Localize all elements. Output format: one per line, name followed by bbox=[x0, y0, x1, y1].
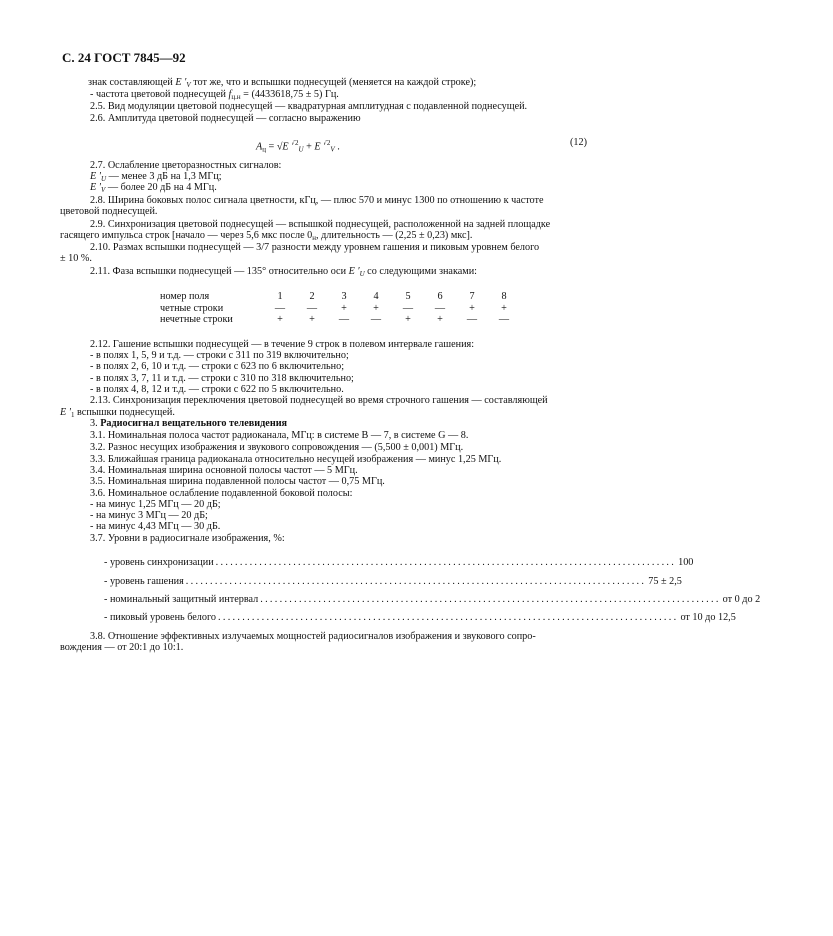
cell: — bbox=[434, 302, 446, 314]
clause-2-13: 2.13. Синхронизация переключения цветовой поднесущей во время строчного гашения — составляющей bbox=[90, 395, 548, 406]
cell: 7 bbox=[469, 291, 475, 303]
clause-3-8: 3.8. Отношение эффективных излучаемых мощностей радиосигналов изображения и звукового сопро- bbox=[90, 631, 536, 642]
level-row: - пиковый уровень белого ............................................................................................... от 10 до 12,5 bbox=[104, 612, 736, 623]
table-row bbox=[160, 291, 520, 303]
list-item: - на минус 3 МГц — 20 дБ; bbox=[90, 510, 208, 521]
formula: $A_ц = √E$ $'^{'2}_U + E$ $'^{'2}_V$ . bbox=[256, 139, 340, 154]
clause-2-6: 2.6. Амплитуда цветовой поднесущей — согласно выражению bbox=[90, 113, 361, 124]
clause-2-8: 2.8. Ширина боковых полос сигнала цветности, кГц, — плюс 570 и минус 1300 по отношению к частоте bbox=[90, 195, 544, 206]
list-item: E $'_V$ — более 20 дБ на 4 МГц. bbox=[90, 182, 217, 194]
cell: — bbox=[402, 302, 414, 314]
clause-2-7: 2.7. Ослабление цветоразностных сигналов: bbox=[90, 160, 282, 171]
cell: + bbox=[373, 302, 379, 314]
cell: — bbox=[370, 314, 382, 326]
clause-3-5: 3.5. Номинальная ширина подавленной полосы частот — 0,75 МГц. bbox=[90, 476, 385, 487]
list-item: - в полях 3, 7, 11 и т.д. — строки с 310 по 318 включительно; bbox=[90, 373, 354, 384]
clause-2-10-cont: ± 10 %. bbox=[60, 253, 92, 264]
cell: 5 bbox=[405, 291, 411, 303]
clause-2-13-cont: E $'_1$ вспышки поднесущей. bbox=[60, 407, 175, 419]
cell: 3 bbox=[341, 291, 347, 303]
cell: + bbox=[469, 302, 475, 314]
cell: + bbox=[405, 314, 411, 326]
list-item: - на минус 4,43 МГц — 30 дБ. bbox=[90, 521, 221, 532]
phase-table bbox=[160, 291, 520, 326]
row-label: четные строки bbox=[160, 302, 224, 314]
section-3-heading: 3. Радиосигнал вещательного телевидения bbox=[90, 418, 288, 429]
clause-2-12: 2.12. Гашение вспышки поднесущей — в течение 9 строк в полевом интервале гашения: bbox=[90, 339, 475, 350]
clause-3-6: 3.6. Номинальное ослабление подавленной боковой полосы: bbox=[90, 488, 353, 499]
formula-number: (12) bbox=[570, 137, 587, 148]
clause-3-8-cont: вождения — от 20:1 до 10:1. bbox=[60, 642, 184, 653]
list-item: - в полях 4, 8, 12 и т.д. — строки с 622 по 5 включительно. bbox=[90, 384, 344, 395]
list-item: - в полях 2, 6, 10 и т.д. — строки с 623 по 6 включительно; bbox=[90, 361, 345, 372]
cell: — bbox=[338, 314, 350, 326]
cell: 8 bbox=[501, 291, 507, 303]
cell: + bbox=[501, 302, 507, 314]
clause-2-11: 2.11. Фаза вспышки поднесущей — 135° относительно оси E $'_U$ со следующими знаками: bbox=[90, 266, 478, 278]
cell: 6 bbox=[437, 291, 443, 303]
clause-2-9-cont: гасящего импульса строк [начало — через 5,6 мкс после $0_н$, длительность — (2,25 ± 0,23) мкс]. bbox=[60, 230, 473, 242]
page-header: С. 24 ГОСТ 7845—92 bbox=[62, 50, 186, 65]
cell: 2 bbox=[309, 291, 315, 303]
cell: + bbox=[277, 314, 283, 326]
list-item: E $'_U$ — менее 3 дБ на 1,3 МГц; bbox=[90, 171, 222, 183]
cell: 1 bbox=[277, 291, 283, 303]
clause-3-4: 3.4. Номинальная ширина основной полосы частот — 5 МГц. bbox=[90, 465, 358, 476]
clause-3-1: 3.1. Номинальная полоса частот радиоканала, МГц: в системе В — 7, в системе G — 8. bbox=[90, 430, 469, 441]
clause-3-2: 3.2. Разнос несущих изображения и звукового сопровождения — (5,500 ± 0,001) МГц. bbox=[90, 442, 464, 453]
cell: — bbox=[306, 302, 318, 314]
cell: + bbox=[437, 314, 443, 326]
cell: — bbox=[498, 314, 510, 326]
cell: + bbox=[309, 314, 315, 326]
clause-2-10: 2.10. Размах вспышки поднесущей — 3/7 разности между уровнем гашения и пиковым уровнем белого bbox=[90, 242, 540, 253]
clause-2-8-cont: цветовой поднесущей. bbox=[60, 206, 158, 217]
cell: 4 bbox=[373, 291, 379, 303]
clause-3-3: 3.3. Ближайшая граница радиоканала относительно несущей изображения — минус 1,25 МГц. bbox=[90, 454, 502, 465]
paragraph: знак составляющей E $'_V$ тот же, что и вспышки поднесущей (меняется на каждой строке); bbox=[88, 77, 477, 89]
table-row bbox=[160, 303, 520, 315]
row-label: номер поля bbox=[160, 291, 210, 303]
cell: — bbox=[466, 314, 478, 326]
table-row bbox=[160, 314, 520, 326]
clause-2-5: 2.5. Вид модуляции цветовой поднесущей — квадратурная амплитудная с подавленной поднесущей. bbox=[90, 101, 528, 112]
level-row: - уровень гашения ............................................................................................... 75 ± 2,5 bbox=[104, 576, 682, 587]
cell: — bbox=[274, 302, 286, 314]
cell: + bbox=[341, 302, 347, 314]
list-item: - на минус 1,25 МГц — 20 дБ; bbox=[90, 499, 221, 510]
level-row: - уровень синхронизации ............................................................................................... 100 bbox=[104, 557, 694, 568]
level-row: - номинальный защитный интервал ............................................................................................... от 0 до 2 bbox=[104, 594, 761, 605]
clause-2-9: 2.9. Синхронизация цветовой поднесущей — вспышкой поднесущей, расположенной на задней площадке bbox=[90, 219, 551, 230]
list-item: - частота цветовой поднесущей $f_{ц.н} = (4433618,75 \pm 5)$ Гц. bbox=[90, 89, 339, 101]
row-label: нечетные строки bbox=[160, 314, 233, 326]
clause-3-7: 3.7. Уровни в радиосигнале изображения, %: bbox=[90, 533, 285, 544]
list-item: - в полях 1, 5, 9 и т.д. — строки с 311 по 319 включительно; bbox=[90, 350, 349, 361]
